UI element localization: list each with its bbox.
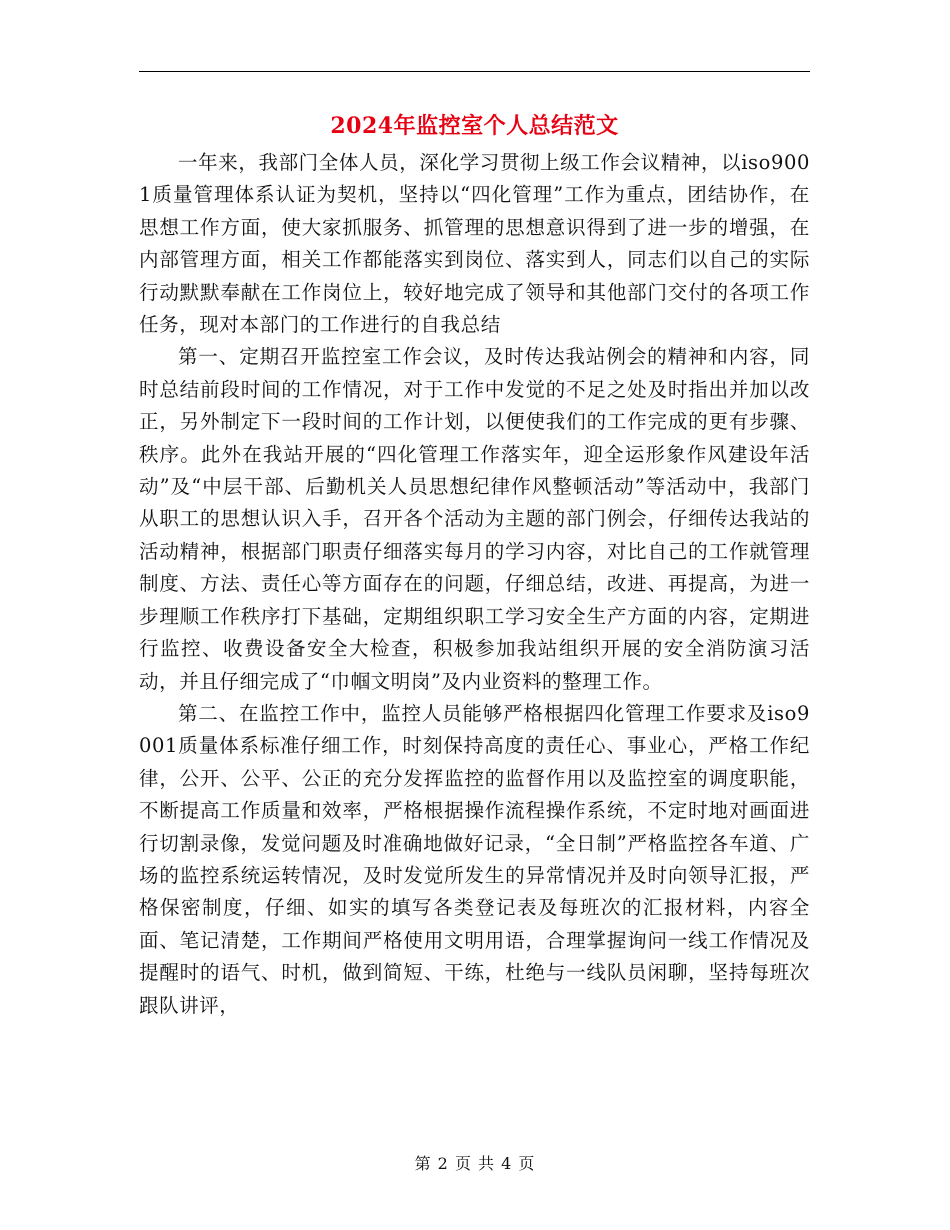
document-title: 2024年监控室个人总结范文 [330,113,619,139]
paragraph-first: 第一、定期召开监控室工作会议，及时传达我站例会的精神和内容，同时总结前段时间的工作情况，对于工作中发觉的不足之处及时指出并加以改正，另外制定下一段时间的工作计划，以便使我们的工作完成的更有步骤、秩序。此外在我站开展的“四化管理工作落实年，迎全运形象作风建设年活动”及“中层干部、后勤机关人员思想纪律作风整顿活动”等活动中，我部门从职工的思想认识入手，召开各个活动为主题的部门例会，仔细传达我站的活动精神，根据部门职责仔细落实每月的学习内容，对比自己的工作就管理制度、方法、责任心等方面存在的问题，仔细总结，改进、再提高，为进一步理顺工作秩序打下基础，定期组织职工学习安全生产方面的内容，定期进行监控、收费设备安全大检查，积极参加我站组织开展的安全消防演习活动，并且仔细完成了“巾帼文明岗”及内业资料的整理工作。 [139,345,810,693]
page-number-footer: 第 2 页 共 4 页 [414,1154,536,1173]
paragraph-second: 第二、在监控工作中，监控人员能够严格根据四化管理工作要求及iso9001质量体系标准仔细工作，时刻保持高度的责任心、事业心，严格工作纪律，公开、公平、公正的充分发挥监控的监督作用以及监控室的调度职能，不断提高工作质量和效率，严格根据操作流程操作系统，不定时地对画面进行切割录像，发觉问题及时准确地做好记录，“全日制”严格监控各车道、广场的监控系统运转情况，及时发觉所发生的异常情况并及时向领导汇报，严格保密制度，仔细、如实的填写各类登记表及每班次的汇报材料，内容全面、笔记清楚，工作期间严格使用文明用语，合理掌握询问一线工作情况及提醒时的语气、时机，做到简短、干练，杜绝与一线队员闲聊，坚持每班次跟队讲评， [139,701,810,1017]
header-rule [139,71,810,72]
document-body [139,147,810,1022]
paragraph-intro: 一年来，我部门全体人员，深化学习贯彻上级工作会议精神，以iso9001质量管理体系认证为契机，坚持以“四化管理”工作为重点，团结协作，在思想工作方面，使大家抓服务、抓管理的思想意识得到了进一步的增强，在内部管理方面，相关工作都能落实到岗位、落实到人，同志们以自己的实际行动默默奉献在工作岗位上，较好地完成了领导和其他部门交付的各项工作任务，现对本部门的工作进行的自我总结 [139,151,810,337]
